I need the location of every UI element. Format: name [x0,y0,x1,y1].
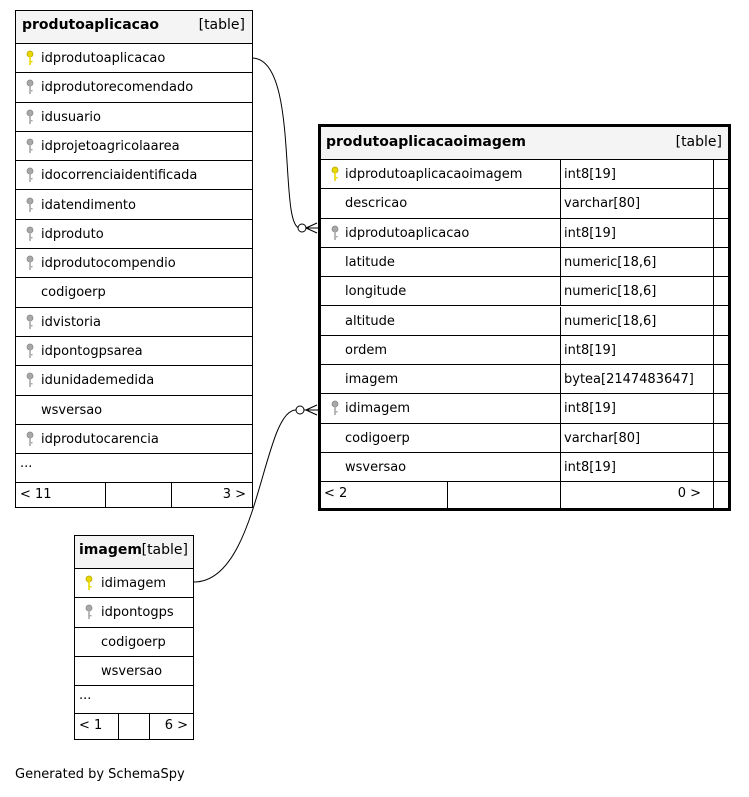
column-name: idprodutocarencia [41,431,159,447]
table-produtoaplicacaoimagem[interactable] [318,124,731,511]
table-type: [table] [675,134,722,150]
column-row[interactable] [321,307,728,336]
column-name: latitude [345,254,395,270]
table-name: produtoaplicacaoimagem [326,134,526,150]
foreign-key-icon [26,197,34,213]
column-row[interactable] [321,365,728,394]
foreign-key-icon [331,400,339,416]
column-type: varchar[80] [564,196,641,212]
table-footer [75,714,193,739]
footer-parent-count[interactable]: < 11 [20,487,52,502]
primary-key-icon [331,166,339,182]
column-name: idprodutorecomendado [41,80,194,96]
column-divider [560,453,561,481]
relation-optional-marker [298,224,306,232]
table-name: produtoaplicacao [22,17,160,33]
column-row[interactable] [16,73,252,102]
column-name: idatendimento [41,197,136,213]
more-columns-row [75,686,193,714]
foreign-key-icon [26,431,34,447]
footer-child-count[interactable]: 3 > [222,487,246,502]
column-name: idprojetoagricolaarea [41,138,180,154]
column-divider [560,336,561,364]
column-name: descricao [345,196,408,212]
table-type: [table] [141,542,188,558]
column-divider [560,219,561,247]
column-name: idusuario [41,109,101,125]
foreign-key-icon [26,109,34,125]
footer-divider [171,483,172,507]
column-type: numeric[18,6] [564,284,657,300]
column-name: idpontogpsarea [41,344,143,359]
footer-divider [560,482,561,508]
column-name: longitude [345,284,407,300]
column-name: idvistoria [41,314,101,330]
column-row[interactable] [321,189,728,218]
column-divider [560,307,561,335]
column-name: idprodutoaplicacaoimagem [345,167,523,182]
column-row[interactable] [321,394,728,423]
column-row[interactable] [321,160,728,189]
footer-parent-count[interactable]: < 2 [324,486,348,501]
table-imagem[interactable] [74,535,194,740]
column-name: idprodutoaplicacao [41,51,166,66]
column-type: int8[19] [564,460,616,475]
foreign-key-icon [26,226,34,242]
column-divider [560,424,561,452]
column-name: codigoerp [101,634,166,650]
column-name: idproduto [41,226,104,242]
column-row[interactable] [16,220,252,249]
foreign-key-icon [331,225,339,241]
column-name: idocorrenciaidentificada [41,168,198,184]
footer-child-count[interactable]: 6 > [164,718,188,733]
column-divider [560,160,561,188]
column-divider [560,248,561,276]
column-name: idimagem [345,401,411,417]
column-name: idunidademedida [41,373,155,389]
column-row[interactable] [75,598,193,627]
column-type: int8[19] [564,342,616,358]
column-type: int8[19] [564,167,616,182]
table-type: [table] [198,17,245,33]
column-type: numeric[18,6] [564,254,657,270]
table-header [75,536,193,569]
column-row[interactable] [16,249,252,278]
table-name: imagem [79,542,142,558]
column-row[interactable] [321,277,728,306]
column-divider [560,394,561,422]
column-divider [560,189,561,217]
table-header [321,127,728,160]
column-type: numeric[18,6] [564,313,657,329]
foreign-key-icon [26,343,34,359]
column-row[interactable] [16,366,252,395]
table-footer [321,482,728,508]
column-row[interactable] [16,337,252,366]
relation-optional-marker [296,406,304,414]
column-row[interactable] [321,248,728,277]
relation-crowsfoot-marker [304,405,319,415]
column-type: bytea[2147483647] [564,372,694,388]
column-row[interactable] [16,103,252,132]
footer-divider [149,714,150,739]
column-type: int8[19] [564,225,616,241]
table-header [16,11,252,44]
column-name: idprodutocompendio [41,256,176,272]
foreign-key-icon [85,604,93,620]
column-name: altitude [345,313,395,329]
column-row[interactable] [16,191,252,220]
column-row[interactable] [75,657,193,686]
column-name: codigoerp [345,430,410,446]
footer-parent-count[interactable]: < 1 [79,718,103,733]
foreign-key-icon [26,372,34,388]
column-row[interactable] [75,569,193,598]
table-footer [16,483,252,507]
column-row[interactable] [321,424,728,453]
more-columns-row [16,454,252,483]
column-name: ordem [345,342,387,358]
column-name: codigoerp [41,285,106,301]
column-name: wsversao [41,402,103,418]
foreign-key-icon [26,138,34,154]
column-name: idprodutoaplicacao [345,225,470,241]
column-name: imagem [345,372,399,388]
footer-divider [105,483,106,507]
column-name: idpontogps [101,605,174,621]
footer-divider [118,714,119,739]
column-row[interactable] [75,628,193,657]
column-row[interactable] [16,278,252,307]
foreign-key-icon [26,255,34,271]
column-row[interactable] [16,425,252,454]
column-row[interactable] [321,336,728,365]
table-produtoaplicacao[interactable] [15,10,253,508]
more-columns-ellipsis: ... [79,688,92,703]
foreign-key-icon [26,167,34,183]
more-columns-ellipsis: ... [20,456,33,471]
column-row[interactable] [16,308,252,337]
column-row[interactable] [16,396,252,425]
column-name: wsversao [101,663,163,679]
column-divider [560,365,561,393]
column-row[interactable] [16,161,252,190]
relation-produtoaplicacao-link [252,58,300,228]
column-type: int8[19] [564,401,616,417]
primary-key-icon [85,575,93,591]
column-name: wsversao [345,460,407,475]
column-row[interactable] [321,219,728,248]
column-row[interactable] [16,132,252,161]
footer-divider [447,482,448,508]
foreign-key-icon [26,79,34,95]
primary-key-icon [26,50,34,66]
column-name: idimagem [101,576,167,591]
column-type: varchar[80] [564,430,641,446]
foreign-key-icon [26,314,34,330]
generated-by-credit: Generated by SchemaSpy [15,767,185,782]
column-row[interactable] [321,453,728,482]
column-divider [560,277,561,305]
column-row[interactable] [16,44,252,73]
footer-child-count[interactable]: 0 > [677,486,701,501]
